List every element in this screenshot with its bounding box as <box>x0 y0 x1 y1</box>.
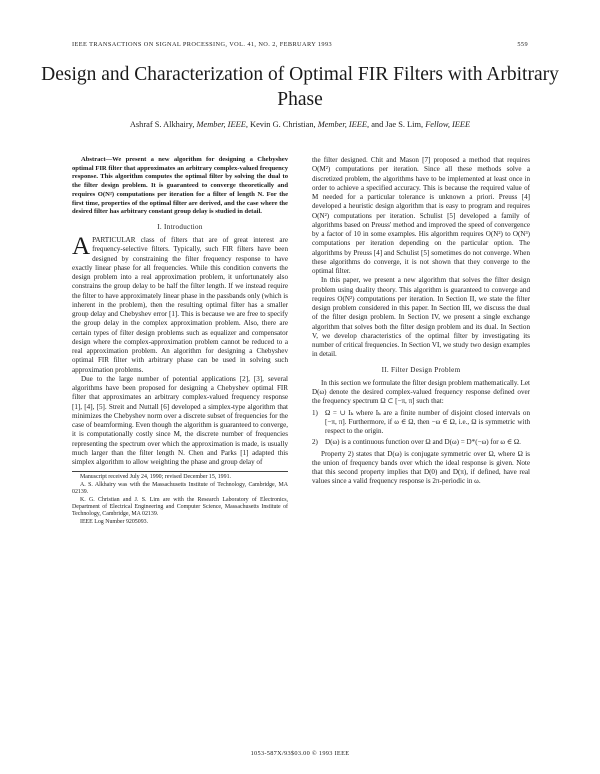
footnote-received: Manuscript received July 24, 1990; revised December 15, 1991. <box>80 474 231 481</box>
condition-2-number: 2) <box>312 438 318 447</box>
author-2-role: Member, IEEE, <box>317 120 370 129</box>
drop-cap: A <box>72 233 91 261</box>
condition-1-text: Ω = ∪ Iₖ where Iₖ are a finite number of disjoint closed intervals on [−π, π]. Furthermore, if ω ∈ Ω, then −ω ∈ Ω, i.e., Ω is symmetric with respect to the origin. <box>325 408 530 435</box>
condition-2 <box>312 438 530 447</box>
condition-2-text: D(ω) is a continuous function over Ω and D(ω) = D*(−ω) for ω ∈ Ω. <box>325 438 521 447</box>
abstract: Abstract—We present a new algorithm for designing a Chebyshev optimal FIR filter that approximates an arbitrary complex-valued frequency response. This algorithm computes the optimal filter by solving the dual to the filter design problem. It is guaranteed to converge theoretically and requires O(N²) computations per iteration for a filter of length N. For the first time, properties of the optimal filter are derived, and the case where the desired filter has arbitrary constant group delay is studied in detail. <box>72 156 288 216</box>
page-number: 559 <box>517 41 528 48</box>
author-1: Ashraf S. Alkhairy, <box>129 120 195 129</box>
author-1-role: Member, IEEE, <box>196 120 248 129</box>
author-3-role: Fellow, IEEE <box>425 120 471 129</box>
paper-title: Design and Characterization of Optimal FIR Filters with Arbitrary Phase <box>41 64 559 110</box>
right-paragraph-4: Property 2) states that D(ω) is conjugate symmetric over Ω, where Ω is the union of frequency bands over which the ideal response is given. Note that this second property implies that D(0) and D(π), if defined, have real values since a valid frequency response is 2π-periodic in ω. <box>312 449 530 486</box>
intro-paragraph-1-text: PARTICULAR class of filters that are of great interest are frequency-selective filters. Typically, such FIR filters have been designed by constraining the filter frequency response to have exactly linear phase for all frequencies. While this condition converts the design problem into a real approximation problem, it unfortunately also constrains the group delay to be half the filter length. If we instead require the filter to have approximately linear phase in the passbands only (which is inherent in the problem), then the resulting optimal filter has a smaller group delay and Chebyshev error [1]. This is because we are free to specify the group delay in the complex approximation problem. Also, there are certain types of filter design problems such as equalizer and compensator design where the complex-approximation problem cannot be reduced to a real approximation problem. An algorithm for designing a Chebyshev optimal FIR filter with arbitrary phase can be used in solving such approximation problems. <box>72 236 288 374</box>
right-paragraph-1: the filter designed. Chit and Mason [7] proposed a method that requires O(M²) computations per iteration. Since all these methods solve a discretized problem, the algorithms have to be implemented at least once in order to achieve a specified accuracy. This is because the required value of M needed for a particular tolerance is unknown a priori. Preuss [4] developed a heuristic design algorithm that is easy to program and requires O(N²) computations per iteration. Schulist [5] developed a family of algorithms based on Preuss' method and improved the speed of convergence by a factor of 10 in some examples. His algorithm requires O(N²) to O(N³) computations per iteration depending on the particular option. The algorithms by Preuss [4] and Schulist [5] sometimes do not converge. When these algorithms do converge, it is not shown that they converge to the optimal filter. <box>312 156 530 275</box>
right-paragraph-2: In this paper, we present a new algorithm that solves the filter design problem using duality theory. This algorithm is guaranteed to converge and requires O(N²) computations per iteration. In Section II, we state the filter design problem considered in this paper. In Section III, we discuss the dual of the filter design problem. In Section IV, we present a single exchange algorithm that solves both the filter design problem and its dual. In Section V, we develop characteristics of the optimal filter by investigating its number of critical frequencies. In Section VI, we study two design examples in detail. <box>312 276 530 359</box>
footnote-log-number: IEEE Log Number 9205093. <box>80 518 149 525</box>
left-column <box>72 156 288 526</box>
right-column <box>312 156 530 487</box>
footnote-author-2-3: K. G. Christian and J. S. Lim are with the Research Laboratory of Electronics, Department of Electrical Engineering and Computer Science, Massachusetts Institute of Technology, Cambridge, MA 02139. <box>72 496 288 518</box>
running-header <box>72 41 528 53</box>
condition-1 <box>312 409 530 437</box>
author-3: and Jae S. Lim, <box>371 120 424 129</box>
copyright-footer: 1053-587X/93$03.00 © 1993 IEEE <box>250 750 350 757</box>
section-1-heading: I. Introduction <box>157 222 203 231</box>
author-line <box>40 120 560 129</box>
intro-paragraph-2: Due to the large number of potential applications [2], [3], several algorithms have been proposed for designing a Chebyshev optimal FIR filter that approximates an arbitrary complex-valued frequency response [1], [4], [5]. Streit and Nuttall [6] developed a simplex-type algorithm that minimizes the Chebyshev norm over a discrete subset of frequencies for the case of beamforming. Even though the algorithm is guaranteed to converge, it is computationally costly since M, the discrete number of frequencies representing the spectrum over which the approximation is made, is usually much larger than the filter length N. Chen and Parks [1] adapted this simplex algorithm to allow weighting the phase and group delay of <box>72 374 288 467</box>
section-2-heading: II. Filter Design Problem <box>381 365 461 374</box>
footnote-author-1: A. S. Alkhairy was with the Massachusetts Institute of Technology, Cambridge, MA 02139. <box>72 481 288 496</box>
journal-header: IEEE TRANSACTIONS ON SIGNAL PROCESSING, VOL. 41, NO. 2, FEBRUARY 1993 <box>72 41 333 48</box>
condition-1-number: 1) <box>312 408 318 417</box>
right-paragraph-3: In this section we formulate the filter design problem mathematically. Let D(ω) denote the desired complex-valued frequency response defined over the frequency spectrum Ω ⊂ [−π, π] such that: <box>312 378 530 406</box>
footnotes <box>72 471 288 526</box>
intro-paragraph-1 <box>72 233 288 375</box>
author-2: Kevin G. Christian, <box>250 120 316 129</box>
